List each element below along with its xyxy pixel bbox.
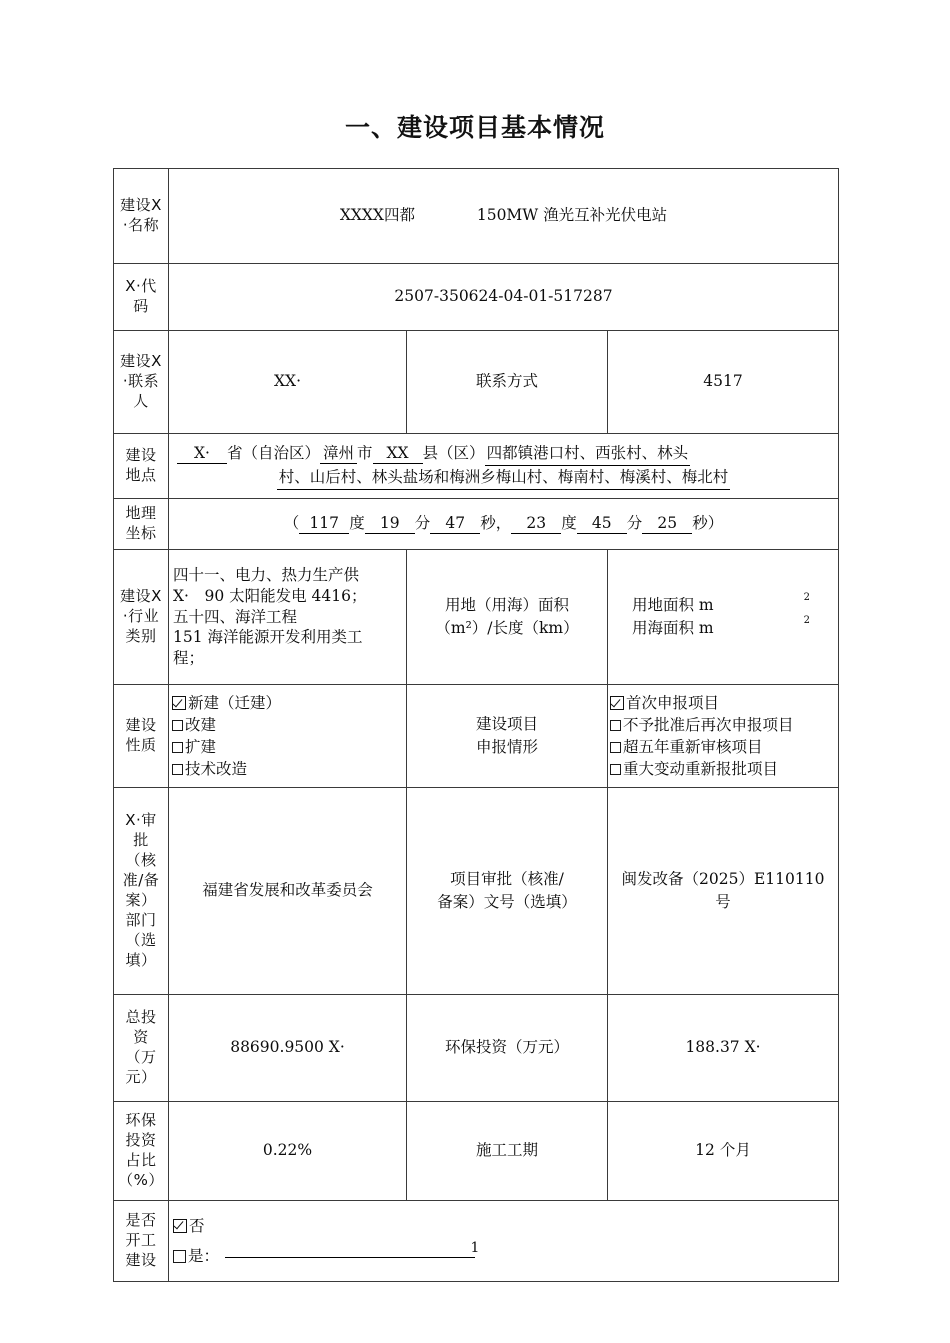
label-env-investment: 环保投资（万元） xyxy=(407,995,608,1102)
declaration-option-five-year[interactable] xyxy=(610,736,834,758)
declaration-option-resubmit-label: 不予批准后再次申报项目 xyxy=(623,716,794,734)
latitude-minutes: 45 xyxy=(577,515,627,534)
page-number: 1 xyxy=(470,1240,480,1256)
cell-project-nature-options xyxy=(169,685,407,788)
location-province-suffix: 省（自治区） xyxy=(227,443,321,462)
declaration-label-line-1: 建设项目 xyxy=(475,714,538,733)
industry-line-3: 五十四、海洋工程 xyxy=(173,607,298,626)
area-label-line-1: 用地（用海）面积 xyxy=(444,595,569,614)
nature-option-expand-label: 扩建 xyxy=(185,738,217,756)
industry-line-4: 151 海洋能源开发利用类工 xyxy=(173,628,363,647)
location-city-suffix: 市 xyxy=(357,443,373,462)
location-detail-line-1: 四都镇港口村、西张村、林头 xyxy=(485,442,691,466)
coordinates-open-paren: （ xyxy=(283,514,300,533)
started-option-no[interactable] xyxy=(173,1211,834,1241)
project-basic-info-table xyxy=(113,168,839,1282)
location-line-2 xyxy=(173,466,834,490)
approval-doc-number-line-2: 号 xyxy=(715,893,731,911)
cell-industry-category-value xyxy=(169,550,407,685)
declaration-option-major-change[interactable] xyxy=(610,758,834,780)
cell-approval-doc-number-value xyxy=(608,788,839,995)
location-county-suffix: 县（区） xyxy=(422,443,485,462)
table-row-project-code xyxy=(114,264,839,331)
checkbox-empty-icon[interactable] xyxy=(610,742,621,753)
table-row-location xyxy=(114,434,839,499)
table-row-env-ratio xyxy=(114,1102,839,1201)
declaration-option-first[interactable] xyxy=(610,692,834,714)
cell-contact-person-value: XX· xyxy=(169,331,407,434)
checkbox-empty-icon[interactable] xyxy=(610,764,621,775)
table-row-approval xyxy=(114,788,839,995)
declaration-option-resubmit[interactable] xyxy=(610,714,834,736)
label-approval-department: X·审批（核准/备案）部门（选填） xyxy=(114,788,169,995)
started-option-yes-label: 是： xyxy=(188,1247,220,1265)
area-label-line-2: （m²）/长度（km） xyxy=(435,619,579,637)
project-name-prefix: XXXX四都 xyxy=(339,206,415,225)
latitude-degrees: 23 xyxy=(511,515,561,534)
cell-project-name-value xyxy=(169,169,839,264)
table-row-contact xyxy=(114,331,839,434)
label-project-name: 建设X·名称 xyxy=(114,169,169,264)
longitude-degrees: 117 xyxy=(299,515,349,534)
cell-area-values xyxy=(608,550,839,685)
checkbox-empty-icon[interactable] xyxy=(172,764,183,775)
label-project-nature: 建设性质 xyxy=(114,685,169,788)
industry-line-1: 四十一、电力、热力生产供 xyxy=(173,566,360,585)
nature-option-rebuild-label: 改建 xyxy=(185,716,217,734)
area-sea-label: 用海面积 m xyxy=(632,619,714,637)
cell-location-value xyxy=(169,434,839,499)
approval-doc-label-line-1: 项目审批（核准/ xyxy=(450,869,564,888)
area-land-row xyxy=(612,591,834,617)
project-name-main: 150MW 渔光互补光伏电站 xyxy=(476,206,668,225)
location-county: XX xyxy=(373,445,423,464)
label-contact-person: 建设X·联系人 xyxy=(114,331,169,434)
table-row-coordinates xyxy=(114,499,839,550)
label-approval-doc-number xyxy=(407,788,608,995)
industry-line-2: X· 90 太阳能发电 4416； xyxy=(173,587,367,606)
label-area xyxy=(407,550,608,685)
latitude-seconds-unit: 秒） xyxy=(692,514,724,533)
label-total-investment: 总投资（万元） xyxy=(114,995,169,1102)
cell-approval-department-value: 福建省发展和改革委员会 xyxy=(169,788,407,995)
longitude-minutes-unit: 分 xyxy=(414,514,431,533)
longitude-seconds-unit: 秒， xyxy=(480,514,512,533)
label-project-code: X·代码 xyxy=(114,264,169,331)
area-land-superscript: 2 xyxy=(803,591,811,603)
industry-line-5: 程； xyxy=(173,648,205,667)
area-sea-superscript: 2 xyxy=(803,615,811,626)
location-detail-line-2: 村、山后村、林头盐场和梅洲乡梅山村、梅南村、梅溪村、梅北村 xyxy=(277,466,731,490)
label-env-investment-ratio: 环保投资占比（%） xyxy=(114,1102,169,1201)
approval-doc-label-line-2: 备案）文号（选填） xyxy=(437,893,577,911)
longitude-minutes: 19 xyxy=(365,515,415,534)
declaration-option-major-change-label: 重大变动重新报批项目 xyxy=(623,760,779,778)
table-row-investment xyxy=(114,995,839,1102)
area-sea-row xyxy=(612,617,834,640)
longitude-seconds: 47 xyxy=(430,515,480,534)
latitude-degrees-unit: 度 xyxy=(561,514,577,533)
label-declaration-type xyxy=(407,685,608,788)
latitude-minutes-unit: 分 xyxy=(626,514,643,533)
checkbox-empty-icon[interactable] xyxy=(172,742,183,753)
started-option-no-label: 否 xyxy=(189,1216,205,1235)
checkbox-checked-icon[interactable] xyxy=(172,696,186,710)
nature-option-tech-upgrade-label: 技术改造 xyxy=(185,760,248,778)
cell-total-investment-value: 88690.9500 X· xyxy=(169,995,407,1102)
nature-option-tech-upgrade[interactable] xyxy=(172,758,402,780)
cell-project-code-value: 2507-350624-04-01-517287 xyxy=(169,264,839,331)
cell-coordinates-value xyxy=(169,499,839,550)
label-construction-started: 是否开工建设 xyxy=(114,1201,169,1282)
location-line-1 xyxy=(173,442,834,466)
checkbox-empty-icon[interactable] xyxy=(610,720,621,731)
nature-option-rebuild[interactable] xyxy=(172,714,402,736)
started-date-blank-field[interactable] xyxy=(225,1257,475,1258)
nature-option-new-label: 新建（迁建） xyxy=(188,694,282,712)
label-location: 建设地点 xyxy=(114,434,169,499)
table-row-nature xyxy=(114,685,839,788)
location-city: 漳州 xyxy=(320,445,357,464)
page-title: 一、建设项目基本情况 xyxy=(344,113,605,142)
declaration-option-first-label: 首次申报项目 xyxy=(626,694,720,712)
label-industry-category: 建设X·行业类别 xyxy=(114,550,169,685)
table-row-industry xyxy=(114,550,839,685)
longitude-degrees-unit: 度 xyxy=(349,514,365,533)
declaration-label-line-2: 申报情形 xyxy=(475,738,538,756)
nature-option-new[interactable] xyxy=(172,692,402,714)
label-contact-method: 联系方式 xyxy=(407,331,608,434)
label-construction-duration: 施工工期 xyxy=(407,1102,608,1201)
checkbox-checked-icon[interactable] xyxy=(610,696,624,710)
nature-option-expand[interactable] xyxy=(172,736,402,758)
location-province: X· xyxy=(177,445,227,464)
cell-env-investment-value: 188.37 X· xyxy=(608,995,839,1102)
checkbox-checked-icon[interactable] xyxy=(173,1219,187,1233)
cell-construction-duration-value: 12 个月 xyxy=(608,1102,839,1201)
cell-env-investment-ratio-value: 0.22% xyxy=(169,1102,407,1201)
declaration-option-five-year-label: 超五年重新审核项目 xyxy=(623,738,763,756)
table-row-project-name xyxy=(114,169,839,264)
area-land-label: 用地面积 m xyxy=(632,595,714,614)
checkbox-empty-icon[interactable] xyxy=(172,720,183,731)
cell-declaration-options xyxy=(608,685,839,788)
approval-doc-number-line-1: 闽发改备（2025）E110110 xyxy=(621,869,825,888)
cell-contact-method-value: 4517 xyxy=(608,331,839,434)
latitude-seconds: 25 xyxy=(642,515,692,534)
label-coordinates: 地理坐标 xyxy=(114,499,169,550)
